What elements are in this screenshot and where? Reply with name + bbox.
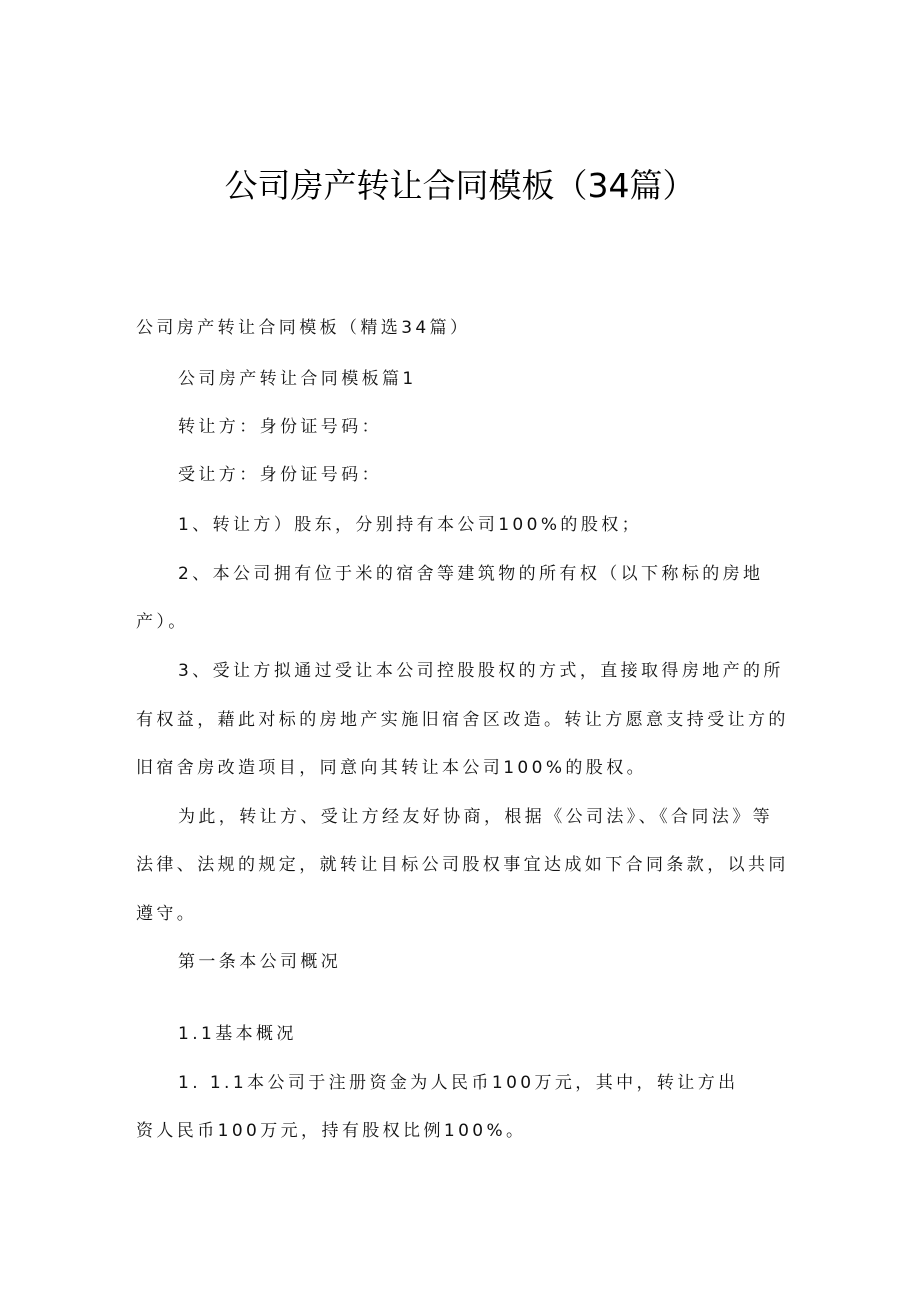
paragraph-line: 产）。 <box>136 612 189 632</box>
paragraph-line: 2、本公司拥有位于米的宿舍等建筑物的所有权（以下称标的房地 <box>178 564 764 584</box>
subsection-heading: 1.1基本概况 <box>178 1024 297 1044</box>
paragraph-line: 法律、法规的规定，就转让目标公司股权事宜达成如下合同条款，以共同 <box>136 855 789 875</box>
transferor-line: 转让方：身份证号码： <box>178 417 382 437</box>
subtitle-line: 公司房产转让合同模板（精选34篇） <box>136 318 471 338</box>
paragraph-line: 1. 1.1本公司于注册资金为人民币100万元，其中，转让方出 <box>178 1073 739 1093</box>
paragraph-line: 旧宿舍房改造项目，同意向其转让本公司100%的股权。 <box>136 758 647 778</box>
article-heading: 第一条本公司概况 <box>178 952 342 972</box>
paragraph-line: 遵守。 <box>136 904 198 924</box>
section-heading: 公司房产转让合同模板篇1 <box>178 369 417 389</box>
transferee-line: 受让方：身份证号码： <box>178 465 382 485</box>
paragraph-line: 1、转让方）股东，分别持有本公司100%的股权； <box>178 515 643 535</box>
paragraph-line: 3、受让方拟通过受让本公司控股股权的方式，直接取得房地产的所 <box>178 661 784 681</box>
document-title: 公司房产转让合同模板（34篇） <box>224 166 696 205</box>
paragraph-line: 为此，转让方、受让方经友好协商，根据《公司法》、《合同法》等 <box>178 807 773 827</box>
paragraph-line: 有权益，藉此对标的房地产实施旧宿舍区改造。转让方愿意支持受让方的 <box>136 710 789 730</box>
paragraph-line: 资人民币100万元，持有股权比例100%。 <box>136 1121 527 1141</box>
